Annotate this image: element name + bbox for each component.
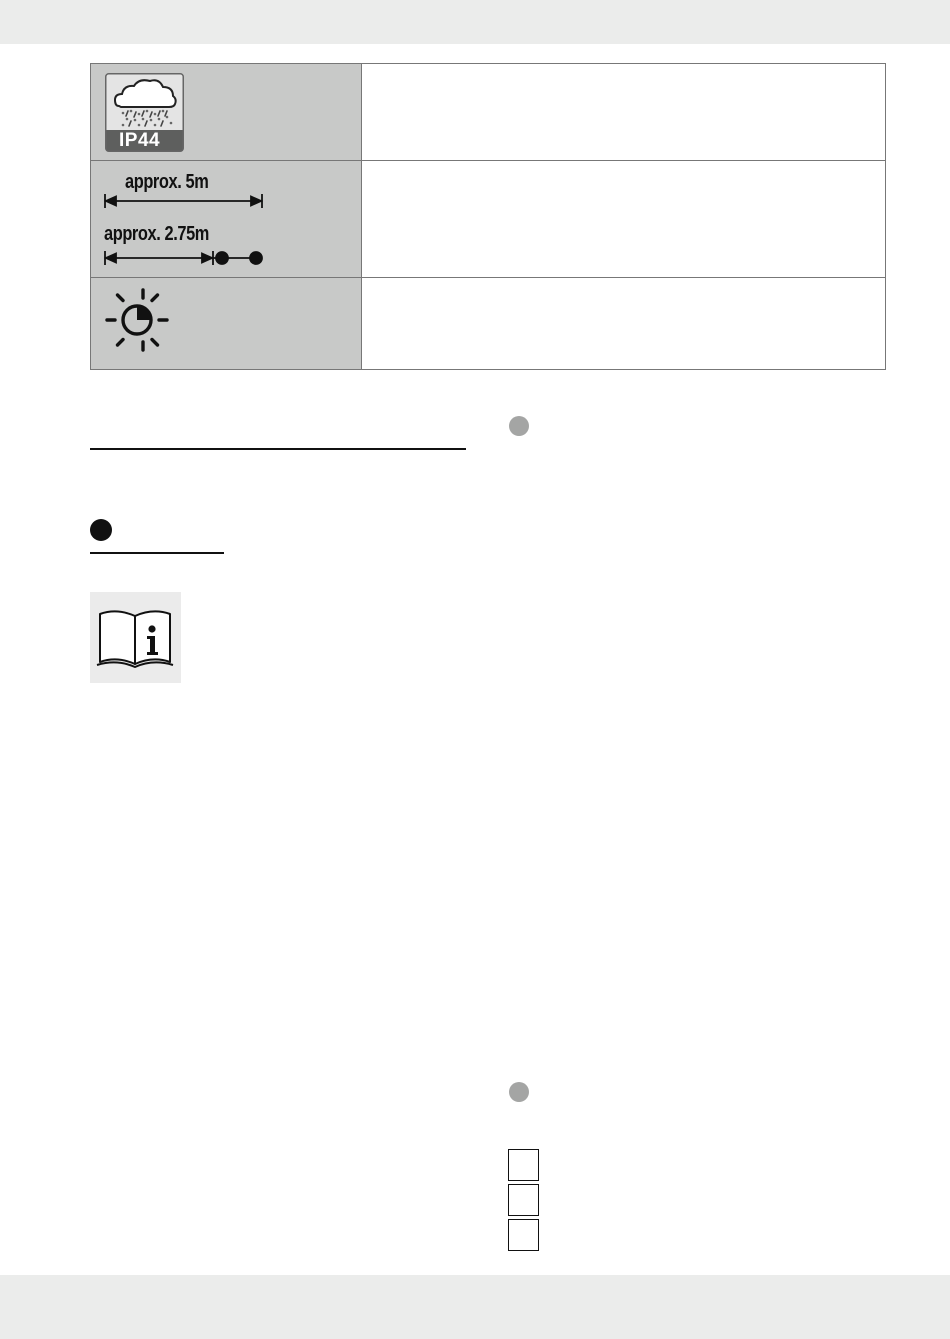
spec-cell-icon (91, 161, 362, 277)
spec-cell-icon (91, 278, 362, 369)
section-bullet-marker-gray (509, 416, 529, 436)
section-bullet-marker-gray (509, 1082, 529, 1102)
spec-row-ip-rating (91, 64, 885, 161)
page-bottom-band (0, 1275, 950, 1339)
ip-rating-label: IP44 (119, 130, 161, 151)
spec-row-cable-length (91, 161, 885, 278)
checklist-box[interactable] (508, 1149, 539, 1181)
book-info-icon (90, 592, 181, 683)
range-2-label: approx. 2.75m (104, 223, 209, 245)
checklist-box[interactable] (508, 1184, 539, 1216)
spec-row-light-sensor (91, 278, 885, 369)
spec-table (90, 63, 886, 370)
checklist-box[interactable] (508, 1219, 539, 1251)
section-bullet-marker (90, 519, 112, 541)
range-1-label: approx. 5m (125, 171, 209, 193)
cable-length-diagram (91, 161, 361, 278)
subsection-heading-underline (90, 552, 224, 554)
spec-cell-text (362, 278, 885, 369)
spec-cell-icon (91, 64, 362, 160)
page-top-band (0, 0, 950, 44)
sun-timer-icon (103, 288, 175, 356)
spec-cell-text (362, 64, 885, 160)
spec-cell-text (362, 161, 885, 277)
read-manual-icon-box (90, 592, 181, 683)
section-heading-underline (90, 448, 466, 450)
